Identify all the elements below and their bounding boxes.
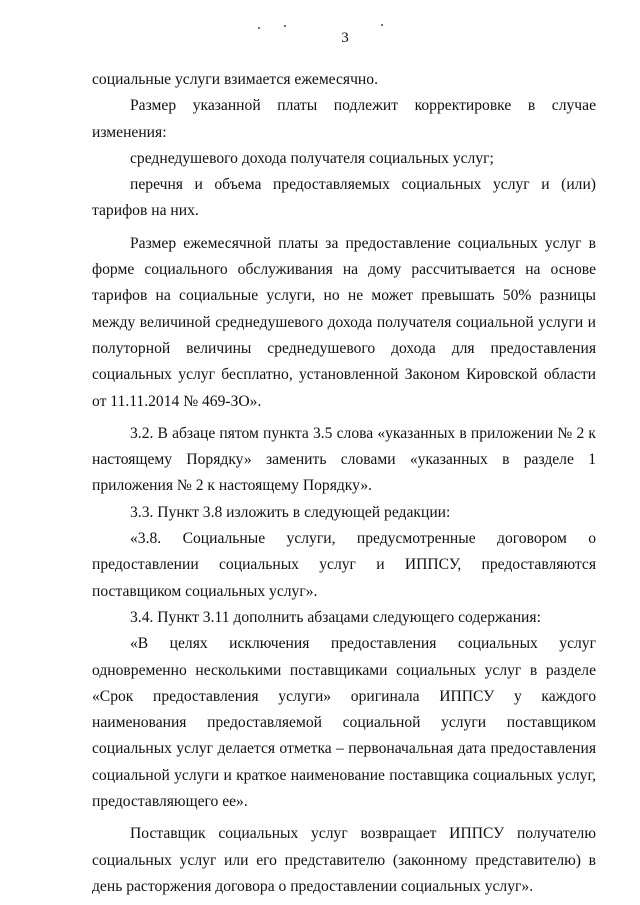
scan-speck	[284, 25, 286, 27]
document-body	[92, 67, 596, 900]
paragraph-8: «3.8. Социальные услуги, предусмотренные договором о предоставлении социальных услуг и ИППСУ, предоставляются поставщиком социальных услуг».	[92, 530, 596, 600]
paragraph-3: среднедушевого дохода получателя социальных услуг;	[130, 149, 494, 167]
page-number: 3	[341, 30, 349, 46]
paragraph-11: Поставщик социальных услуг возвращает ИППСУ получателю социальных услуг или его представителю (законному представителю) в день расторжения договора о предоставлении социальных услуг».	[92, 825, 596, 895]
paragraph-10: «В целях исключения предоставления социальных услуг одновременно несколькими поставщиками социальных услуг в разделе «Срок предоставления услуги» оригинала ИППСУ у каждого наименования предоставляемой социальной услуги поставщиком социальных услуг делается отметка – первоначальная дата предоставления социальной услуги и краткое наименование поставщика социальных услуг, предоставляющего ее».	[92, 635, 596, 811]
paragraph-5: Размер ежемесячной платы за предоставление социальных услуг в форме социального обслуживания на дому рассчитывается на основе тарифов на социальные услуги, но не может превышать 50% разницы между величиной среднедушевого дохода получателя социальной услуги и полуторной величины среднедушевого дохода для предоставления социальных услуг бесплатно, установленной Законом Кировской области от 11.11.2014 № 469-ЗО».	[92, 234, 596, 410]
paragraph-6: 3.2. В абзаце пятом пункта 3.5 слова «указанных в приложении № 2 к настоящему Порядку» заменить словами «указанных в разделе 1 приложения № 2 к настоящему Порядку».	[92, 424, 596, 495]
paragraph-9: 3.4. Пункт 3.11 дополнить абзацами следующего содержания:	[130, 608, 541, 626]
paragraph-2: Размер указанной платы подлежит корректировке в случае изменения:	[92, 97, 596, 141]
scan-speck	[381, 24, 383, 26]
paragraph-1: социальные услуги взимается ежемесячно.	[92, 71, 378, 88]
paragraph-7: 3.3. Пункт 3.8 изложить в следующей редакции:	[130, 503, 451, 521]
paragraph-4: перечня и объема предоставляемых социальных услуг и (или) тарифов на них.	[92, 176, 596, 220]
scan-speck	[258, 27, 260, 29]
